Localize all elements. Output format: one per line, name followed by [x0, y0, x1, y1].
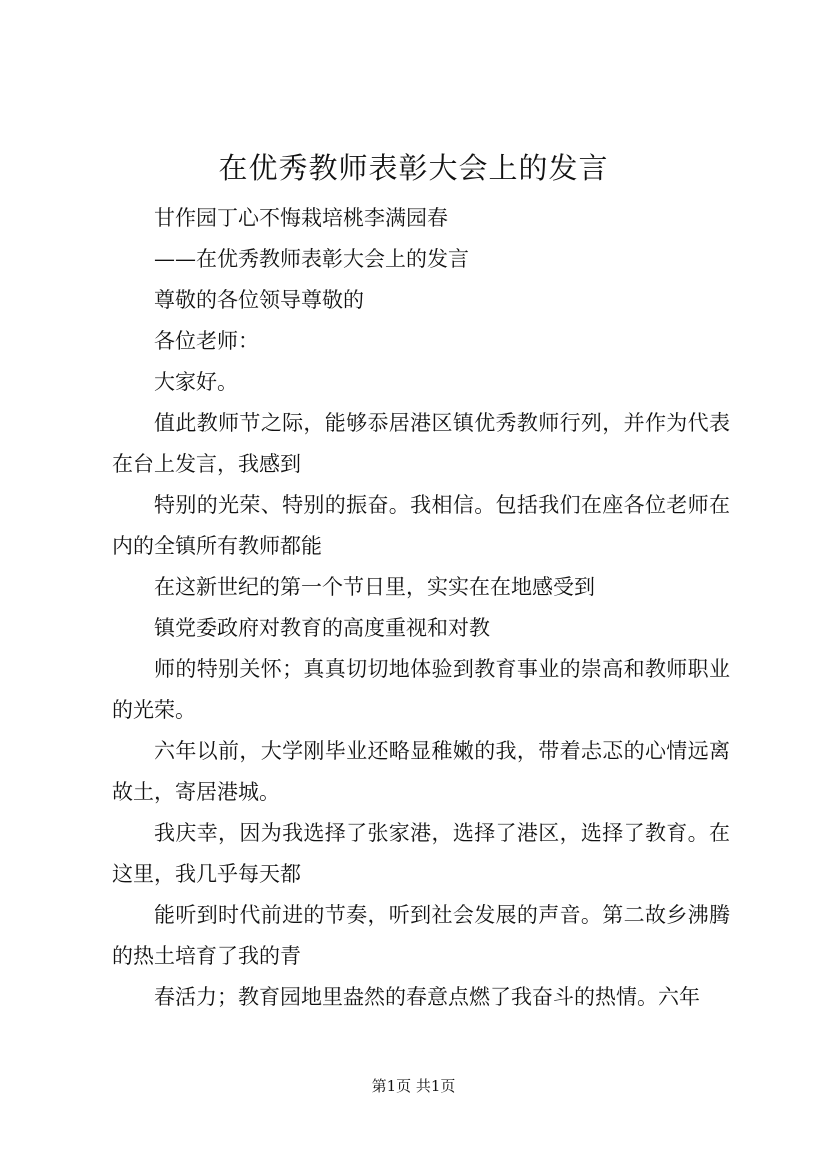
paragraph: 特别的光荣、特别的振奋。我相信。包括我们在座各位老师在内的全镇所有教师都能 — [112, 493, 730, 558]
paragraph: 师的特别关怀；真真切切地体验到教育事业的崇高和教师职业的光荣。 — [112, 657, 730, 722]
document-body — [112, 198, 730, 1018]
paragraph: ——在优秀教师表彰大会上的发言 — [154, 247, 469, 271]
paragraph: 尊敬的各位领导尊敬的 — [154, 288, 364, 312]
paragraph: 甘作园丁心不悔栽培桃李满园春 — [154, 206, 448, 230]
page-footer: 第1页 共1页 — [371, 1077, 456, 1095]
paragraph: 大家好。 — [154, 370, 238, 394]
document-title: 在优秀教师表彰大会上的发言 — [218, 151, 609, 185]
paragraph: 值此教师节之际，能够忝居港区镇优秀教师行列，并作为代表在台上发言，我感到 — [112, 411, 730, 476]
paragraph: 春活力；教育园地里盎然的春意点燃了我奋斗的热情。六年 — [154, 985, 700, 1009]
paragraph: 我庆幸，因为我选择了张家港，选择了港区，选择了教育。在这里，我几乎每天都 — [112, 821, 730, 886]
paragraph: 六年以前，大学刚毕业还略显稚嫩的我，带着忐忑的心情远离故土，寄居港城。 — [112, 739, 730, 804]
paragraph: 在这新世纪的第一个节日里，实实在在地感受到 — [154, 575, 595, 599]
paragraph: 能听到时代前进的节奏，听到社会发展的声音。第二故乡沸腾的热土培育了我的青 — [112, 903, 730, 968]
paragraph: 各位老师： — [154, 329, 259, 353]
paragraph: 镇党委政府对教育的高度重视和对教 — [154, 616, 490, 640]
